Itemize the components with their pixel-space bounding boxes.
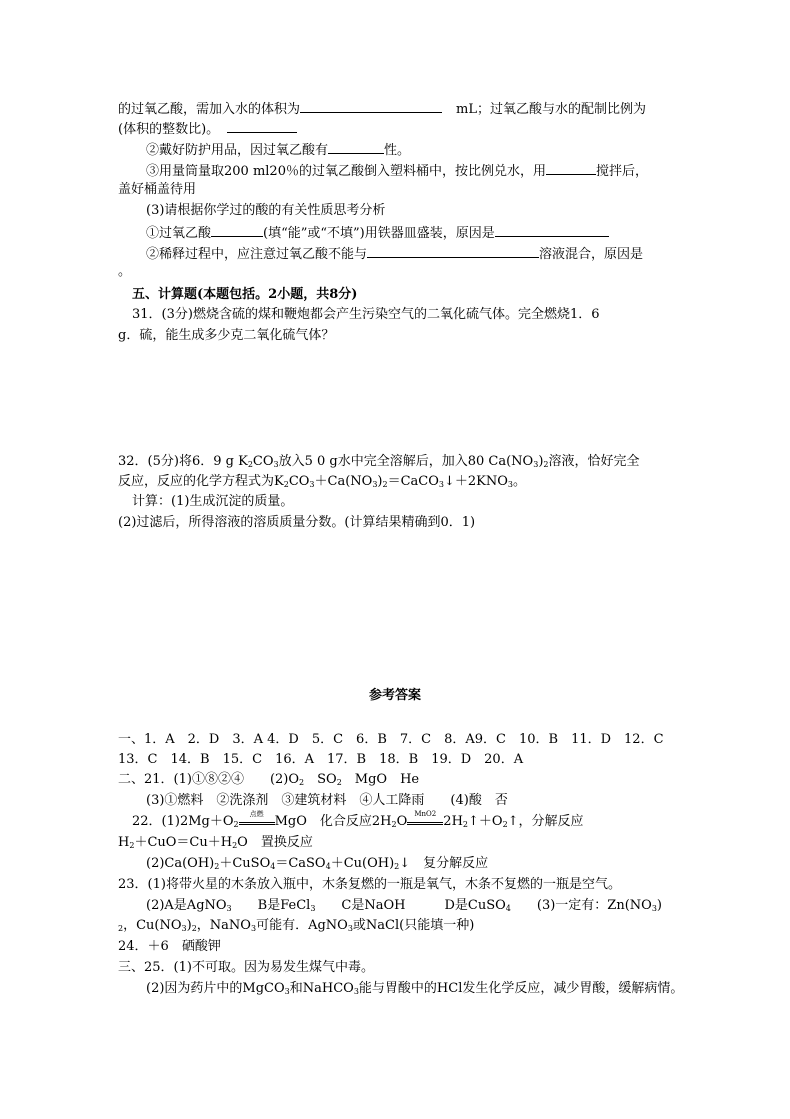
answer-line-1: 一、1．A 2．D 3．A 4．D 5．C 6．B 7．C 8．A9．C 10．B 11．D 12．C (118, 732, 664, 747)
question-32-line-3: 计算：(1)生成沉淀的质量。 (132, 494, 294, 509)
question-31-line-1: 31．(3分)燃烧含硫的煤和鞭炮都会产生污染空气的二氧化硫气体。完全燃烧1．6 (132, 307, 600, 322)
blank-reason-1[interactable] (495, 224, 609, 237)
answers-heading: 参考答案 (368, 688, 421, 703)
line-measure: ③用量筒量取200 ml20％的过氧乙酸倒入塑料桶中，按比例兑水，用 搅拌后， (146, 164, 648, 179)
answer-line-4: (3)①燃料 ②洗涤剂 ③建筑材料 ④人工降雨 (4)酸 否 (146, 793, 508, 808)
blank-solution[interactable] (367, 245, 539, 258)
blank-property[interactable] (328, 141, 384, 154)
answer-line-9: (2)A是AgNO$_3$ B是FeCl$_3$ C是NaOH D是CuSO$_4$ (3)一定有：$Zn(NO_3)$ (146, 898, 662, 913)
condition-ignite: 点燃 (239, 816, 275, 825)
answer-line-6: $H_2+CuO=Cu+H_2O$ 置换反应 (118, 835, 313, 850)
line-dilution: ②稀释过程中，应注意过氧乙酸不能与 溶液混合，原因是 (146, 247, 644, 262)
line-iron-container: ①过氧乙酸 (填“能”或“不填”)用铁器皿盛装，原因是 (146, 224, 609, 242)
answer-line-12: 三、25．(1)不可取。因为易发生煤气中毒。 (118, 960, 374, 975)
blank-ratio[interactable] (227, 120, 297, 133)
question-32-line-1: 32．(5分)将6．9 g $K_2CO_3$放入5 0 g水中完全溶解后，加入80 $Ca(NO_3)_2$溶液，恰好完全 (118, 454, 640, 469)
blank-water-volume[interactable] (300, 100, 442, 113)
condition-catalyst: MnO2 (407, 816, 443, 825)
answer-line-5: 22．$(1)2Mg+O_2$ 点燃 MgO 化合反应$2H_2O$ MnO2 $2H_2↑+O_2↑$，分解反应 (132, 810, 584, 829)
blank-stir-tool[interactable] (546, 162, 596, 175)
line-ratio: (体积的整数比)。 (118, 120, 297, 138)
question-32-line-4: (2)过滤后，所得溶液的溶质质量分数。(计算结果精确到0．1) (118, 515, 476, 530)
answer-line-11: 24．＋6 硒酸钾 (118, 939, 221, 954)
blank-can-or-cannot[interactable] (211, 224, 263, 237)
line-water-volume: 的过氧乙酸，需加入水的体积为 mL；过氧乙酸与水的配制比例为 (118, 102, 646, 117)
line-protective: ②戴好防护用品，因过氧乙酸有 性。 (146, 143, 411, 158)
question-32-line-2: 反应，反应的化学方程式为$K_2CO_3+Ca(NO_3)_2=CaCO_3↓+2KNO_3$。 (118, 474, 527, 489)
line-cover: 盖好桶盖待用 (118, 182, 197, 197)
answer-line-3: 二、21．(1)①⑧②④ $(2)O_2$ $SO_2$ MgO He (118, 772, 420, 787)
section-heading-calculation: 五、计算题(本题包括。2小题，共8分) (132, 287, 358, 302)
line-analysis: (3)请根据你学过的酸的有关性质思考分析 (146, 203, 386, 218)
answer-line-13: (2)因为药片中的MgCO$_3$和NaHCO$_3$能与胃酸中的HCl发生化学反应，减少胃酸，缓解病情。 (146, 981, 684, 996)
answer-line-7: $(2)Ca(OH)_2+CuSO_4=CaSO_4+Cu(OH)_2↓$ 复分解反应 (146, 856, 489, 871)
answer-line-10: $_2$，$Cu(NO_3)_2$，NaNO$_3$可能有．AgNO$_3$或NaCl(只能填一种) (118, 918, 475, 933)
line-period: 。 (118, 264, 132, 279)
question-31-line-2: g．硫，能生成多少克二氧化硫气体？ (118, 328, 335, 343)
answer-line-2: 13．C 14．B 15．C 16．A 17．B 18．B 19．D 20．A (118, 752, 524, 767)
answer-line-8: 23．(1)将带火星的木条放入瓶中，木条复燃的一瓶是氧气，木条不复燃的一瓶是空气。 (118, 877, 621, 892)
